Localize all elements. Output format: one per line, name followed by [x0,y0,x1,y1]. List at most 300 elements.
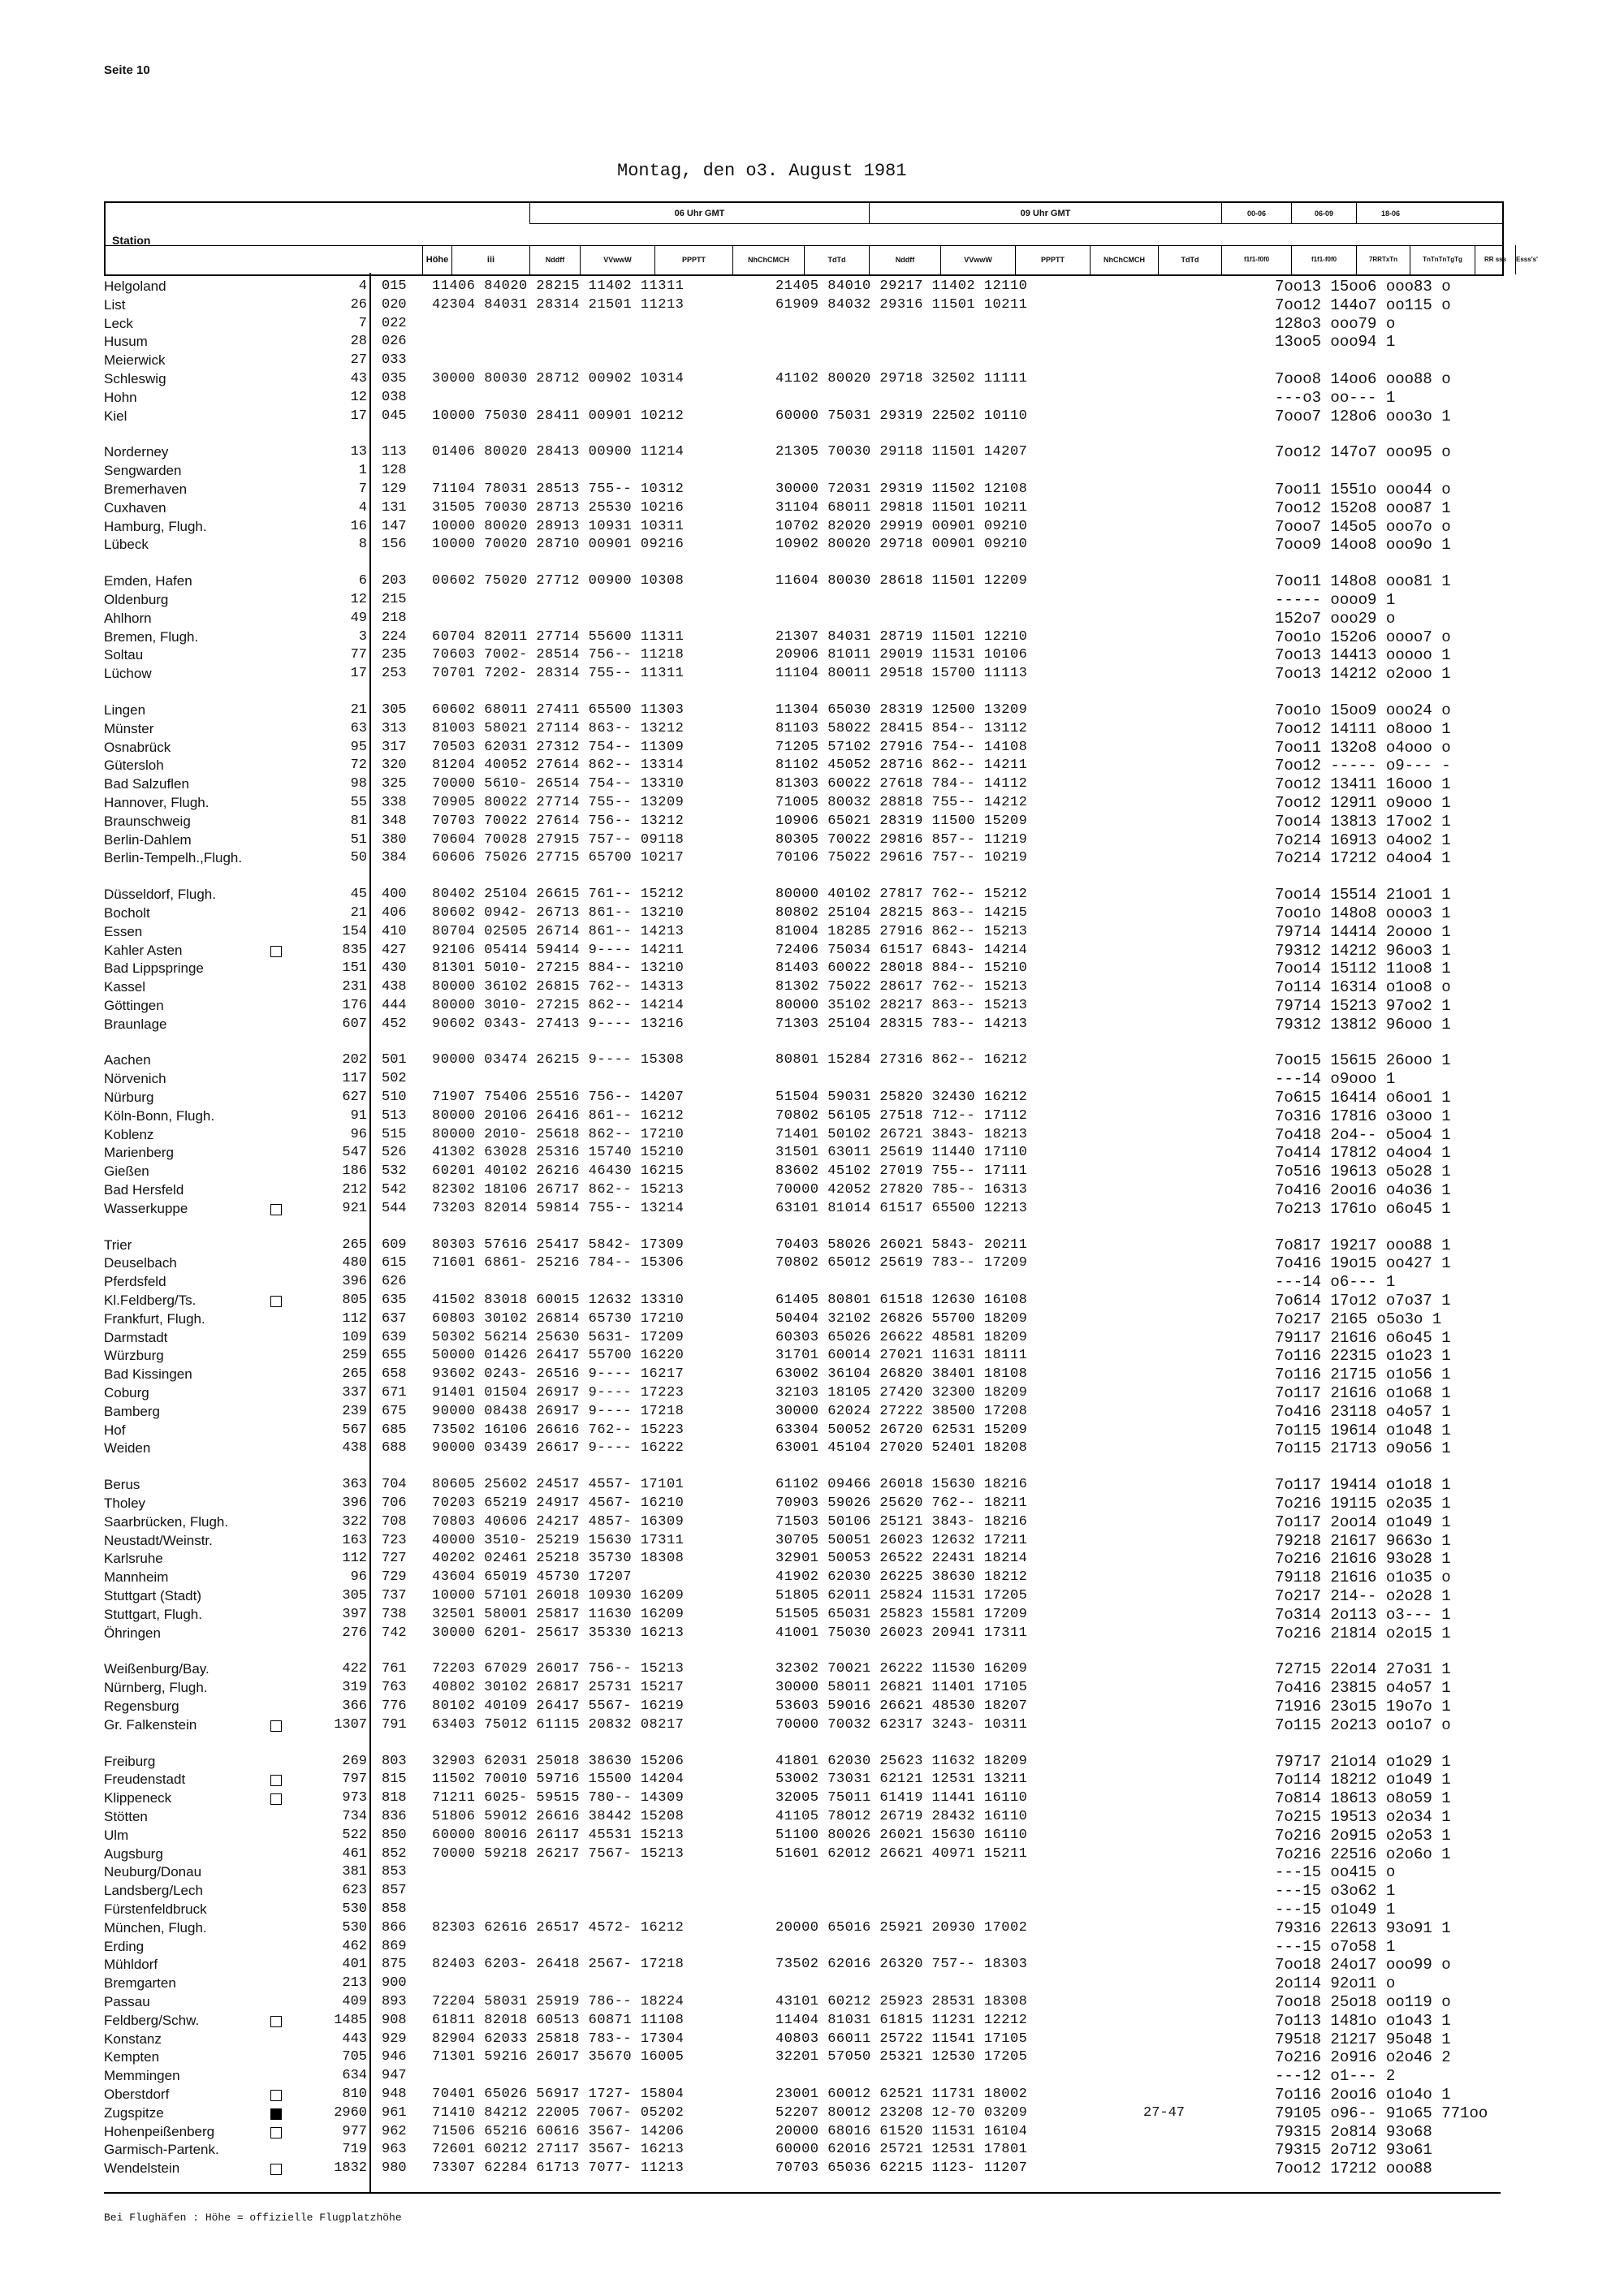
station-name: Lübeck [104,537,149,553]
station-height: 705 [342,2049,367,2065]
obs-06: 10000 80020 28913 10931 10311 [432,518,685,534]
climate-values: 7o116 21715 o1o56 1 [1275,1366,1451,1384]
station-row [0,923,1624,942]
climate-values: 7oo11 148o8 ooo81 1 [1275,572,1451,591]
obs-09: 53603 59016 26621 48530 18207 [775,1698,1028,1714]
obs-09: 63002 36104 26820 38401 18108 [775,1366,1028,1383]
footnote: Bei Flughäfen : Höhe = offizielle Flugplatzhöhe [104,2212,402,2224]
station-name: Pferdsfeld [104,1274,166,1290]
station-code: 526 [382,1145,407,1161]
station-name: Feldberg/Schw. [104,2012,200,2028]
climate-values: 7o216 21814 o2o15 1 [1275,1624,1451,1642]
station-header: Station [112,234,151,247]
station-height: 381 [342,1864,367,1880]
obs-06: 82303 62616 26517 4572- 16212 [432,1919,685,1936]
station-name: Kahler Asten [104,942,183,958]
obs-09: 81102 45052 28716 862-- 14211 [775,757,1028,774]
climate-values: 7oo18 24o17 ooo99 o [1275,1956,1451,1974]
climate-values: 7o117 21616 o1o68 1 [1275,1384,1451,1403]
station-name: Deuselbach [104,1255,177,1271]
station-height: 522 [342,1827,367,1843]
obs-06: 71601 6861- 25216 784-- 15306 [432,1255,685,1271]
obs-09: 40803 66011 25722 11541 17105 [775,2031,1028,2047]
obs-06: 93602 0243- 26516 9---- 16217 [432,1366,685,1383]
sub-header: VVwwW [580,245,654,274]
station-name: Hof [104,1422,126,1438]
obs-09: 51100 80026 26021 15630 16110 [775,1827,1028,1843]
table-header [104,201,1538,276]
obs-06: 91401 01504 26917 9---- 17223 [432,1385,685,1401]
station-code: 215 [382,591,407,607]
station-height: 91 [350,1107,367,1124]
station-code: 325 [382,776,407,792]
station-height: 21 [350,904,367,921]
obs-06: 72601 60212 27117 3567- 16213 [432,2142,685,2158]
obs-09: 51505 65031 25823 15581 17209 [775,1606,1028,1622]
climate-values: 7o213 1761o o6o45 1 [1275,1199,1451,1218]
obs-09: 32901 50053 26522 22431 18214 [775,1551,1028,1567]
obs-09: 41102 80020 29718 32502 11111 [775,370,1028,386]
obs-09: 20000 65016 25921 20930 17002 [775,1919,1028,1936]
station-row [0,591,1624,610]
station-row [0,1070,1624,1089]
station-name: Gießen [104,1163,149,1180]
station-height: 7 [358,315,367,331]
station-row [0,389,1624,408]
station-code: 609 [382,1236,407,1253]
station-code: 852 [382,1845,407,1862]
station-height: 634 [342,2068,367,2084]
obs-06: 40802 30102 26817 25731 15217 [432,1680,685,1696]
station-name: München, Flugh. [104,1919,207,1936]
sub-header: 7RRTxTn [1356,245,1410,274]
station-row [0,1716,1624,1735]
obs-06: 71104 78031 28513 755-- 10312 [432,481,685,497]
obs-06: 10000 75030 28411 00901 10212 [432,408,685,424]
station-height: 1 [358,463,367,479]
obs-09: 51601 62012 26621 40971 15211 [775,1845,1028,1862]
obs-09: 10906 65021 28319 11500 15209 [775,813,1028,829]
climate-values: 72715 22o14 27o31 1 [1275,1660,1451,1679]
station-row [0,1310,1624,1329]
station-height: 259 [342,1348,367,1364]
obs-09: 70802 56105 27518 712-- 17112 [775,1107,1028,1124]
obs-06: 70604 70028 27915 757-- 09118 [432,831,685,848]
climate-values: ---12 o1--- 2 [1275,2067,1396,2086]
sub-header: f1f1-f0f0 [1291,245,1356,274]
station-height: 409 [342,1993,367,2009]
obs-06: 32501 58001 25817 11630 16209 [432,1606,685,1622]
station-name: Braunlage [104,1016,167,1032]
station-row [0,2067,1624,2086]
station-height: 6 [358,573,367,589]
station-row [0,296,1624,315]
station-height: 623 [342,1883,367,1899]
station-height: 77 [350,647,367,663]
obs-09: 10902 80020 29718 00901 09210 [775,537,1028,553]
station-code: 815 [382,1772,407,1788]
group-gap [0,1642,1624,1660]
obs-09: 81303 60022 27618 784-- 14112 [775,776,1028,792]
obs-09: 20906 81011 29019 11531 10106 [775,647,1028,663]
station-row [0,352,1624,370]
station-height: 12 [350,591,367,607]
station-name: Hamburg, Flugh. [104,518,207,534]
station-code: 962 [382,2123,407,2139]
station-row [0,370,1624,389]
obs-06: 80605 25602 24517 4557- 17101 [432,1477,685,1493]
climate-values: 79717 21o14 o1o29 1 [1275,1752,1451,1771]
station-row [0,278,1624,296]
station-code: 022 [382,315,407,331]
station-name: Kiel [104,408,127,424]
station-row [0,2086,1624,2104]
obs-09: 32103 18105 27420 32300 18209 [775,1385,1028,1401]
station-height: 1485 [334,2012,367,2028]
station-code: 515 [382,1126,407,1142]
station-row [0,1993,1624,2012]
climate-values: 7o214 17212 o4oo4 1 [1275,849,1451,868]
station-name: Trier [104,1236,132,1253]
station-height: 567 [342,1422,367,1438]
climate-values: 7ooo8 14oo6 ooo88 o [1275,369,1451,388]
group-gap [0,868,1624,886]
station-code: 637 [382,1310,407,1327]
obs-06: 60803 30102 26814 65730 17210 [432,1310,685,1327]
station-height: 363 [342,1477,367,1493]
station-name: Freiburg [104,1753,156,1769]
climate-values: 7o216 19115 o2o35 1 [1275,1495,1451,1513]
obs-06: 80000 2010- 25618 862-- 17210 [432,1126,685,1142]
obs-06: 82904 62033 25818 783-- 17304 [432,2031,685,2047]
station-code: 704 [382,1477,407,1493]
station-row [0,1606,1624,1625]
station-code: 857 [382,1883,407,1899]
station-name: Bocholt [104,904,150,921]
station-code: 737 [382,1588,407,1603]
obs-09: 20000 68016 61520 11531 16104 [775,2123,1028,2139]
station-height: 17 [350,408,367,424]
station-code: 875 [382,1957,407,1973]
station-name: Düsseldorf, Flugh. [104,887,216,903]
station-code: 763 [382,1680,407,1696]
obs-09: 80801 15284 27316 862-- 16212 [775,1052,1028,1068]
climate-values: 7oo11 1551o ooo44 o [1275,480,1451,498]
obs-09: 81403 60022 28018 884-- 15210 [775,960,1028,977]
climate-values: ----- oooo9 1 [1275,590,1396,609]
station-row [0,886,1624,904]
climate-values: 7o115 2o213 oo1o7 o [1275,1716,1451,1734]
obs-09: 71303 25104 28315 783-- 14213 [775,1016,1028,1032]
station-row [0,2048,1624,2067]
station-row [0,978,1624,997]
station-code: 317 [382,739,407,755]
obs-09: 41001 75030 26023 20941 17311 [775,1625,1028,1641]
station-code: 020 [382,296,407,313]
obs-06: 50000 01426 26417 55700 16220 [432,1348,685,1364]
station-name: Norderney [104,444,169,460]
station-height: 438 [342,1440,367,1457]
station-name: Regensburg [104,1698,179,1714]
obs-09: 63304 50052 26720 62531 15209 [775,1422,1028,1438]
station-row [0,1384,1624,1403]
climate-values: 7o316 17816 o3ooo 1 [1275,1107,1451,1125]
climate-values: 79315 2o712 93o61 [1275,2141,1432,2160]
obs-09: 83602 45102 27019 755-- 17111 [775,1163,1028,1180]
obs-06: 80303 57616 25417 5842- 17309 [432,1236,685,1253]
station-height: 337 [342,1385,367,1401]
climate-values: ---o3 oo--- 1 [1275,388,1396,407]
station-row [0,646,1624,665]
station-height: 547 [342,1145,367,1161]
station-height: 810 [342,2086,367,2102]
station-row [0,1901,1624,1919]
station-height: 4 [358,499,367,516]
obs-09: 51805 62011 25824 11531 17205 [775,1588,1028,1603]
station-code: 501 [382,1052,407,1068]
station-name: Emden, Hafen [104,573,192,589]
station-name: Bad Hersfeld [104,1182,184,1198]
filled-square-icon [270,2108,282,2120]
climate-values: 7o114 16314 o1oo8 o [1275,978,1451,997]
station-row [0,1163,1624,1181]
station-row [0,1144,1624,1163]
obs-09: 11304 65030 28319 12500 13209 [775,701,1028,718]
station-code: 406 [382,904,407,921]
station-height: 45 [350,887,367,903]
station-code: 400 [382,887,407,903]
group-gap [0,684,1624,701]
obs-06: 43604 65019 45730 17207 [432,1569,633,1586]
station-code: 410 [382,923,407,939]
station-code: 235 [382,647,407,663]
obs-06: 80704 02505 26714 861-- 14213 [432,923,685,939]
station-name: Gütersloh [104,757,164,774]
station-height: 719 [342,2142,367,2158]
obs-06: 60704 82011 27714 55600 11311 [432,628,685,645]
obs-09: 60000 75031 29319 22502 10110 [775,408,1028,424]
climate-values: 7o117 19414 o1o18 1 [1275,1476,1451,1495]
station-code: 727 [382,1551,407,1567]
station-code: 961 [382,2104,407,2121]
station-height: 154 [342,923,367,939]
climate-values: 7o214 16913 o4oo2 1 [1275,831,1451,849]
station-height: 163 [342,1532,367,1548]
station-height: 72 [350,757,367,774]
station-row [0,1181,1624,1200]
station-table [0,278,1624,2178]
obs-09: 81103 58022 28415 854-- 13112 [775,720,1028,736]
station-height: 797 [342,1772,367,1788]
obs-06: 80602 0942- 26713 861-- 13210 [432,904,685,921]
station-row [0,1625,1624,1643]
obs-06: 71907 75406 25516 756-- 14207 [432,1090,685,1106]
station-row [0,443,1624,462]
station-row [0,2141,1624,2160]
station-row [0,757,1624,775]
climate-values: 7o416 23118 o4o57 1 [1275,1402,1451,1421]
station-name: Coburg [104,1385,149,1401]
station-height: 63 [350,720,367,736]
obs-09: 70703 65036 62215 1123- 11207 [775,2160,1028,2177]
obs-09: 31501 63011 25619 11440 17110 [775,1145,1028,1161]
station-height: 96 [350,1126,367,1142]
obs-06: 70803 40606 24217 4857- 16309 [432,1513,685,1530]
climate-values: 7oo12 144o7 oo115 o [1275,296,1451,314]
obs-09: 61405 80801 61518 12630 16108 [775,1293,1028,1309]
station-code: 129 [382,481,407,497]
station-code: 858 [382,1901,407,1917]
obs-09: 73502 62016 26320 757-- 18303 [775,1957,1028,1973]
climate-values: 7o615 16414 o6oo1 1 [1275,1089,1451,1107]
station-code: 444 [382,997,407,1013]
station-code: 706 [382,1495,407,1512]
obs-06: 10000 57101 26018 10930 16209 [432,1588,685,1603]
climate-values: 7oo12 12911 o9ooo 1 [1275,793,1451,812]
obs-06: 80000 3010- 27215 862-- 14214 [432,997,685,1013]
station-height: 530 [342,1919,367,1936]
climate-values: 7o114 18212 o1o49 1 [1275,1771,1451,1789]
climate-values: 7oo11 132o8 o4ooo o [1275,738,1451,757]
station-height: 366 [342,1698,367,1714]
station-row [0,1107,1624,1126]
station-height: 212 [342,1182,367,1198]
sub-header: TdTd [804,245,869,274]
obs-06: 70603 7002- 28514 756-- 11218 [432,647,685,663]
obs-06: 90000 03474 26215 9---- 15308 [432,1052,685,1068]
station-row [0,1051,1624,1070]
station-name: Ulm [104,1827,129,1843]
station-code: 033 [382,352,407,369]
obs-06: 81003 58021 27114 863-- 13212 [432,720,685,736]
station-name: Koblenz [104,1126,154,1142]
obs-09: 11104 80011 29518 15700 11113 [775,666,1028,682]
obs-06: 90602 0343- 27413 9---- 13216 [432,1016,685,1032]
station-row [0,1587,1624,1606]
climate-values: 128o3 ooo79 o [1275,314,1396,333]
station-height: 151 [342,960,367,977]
sub-header: PPPTT [654,245,732,274]
obs-06: 82403 6203- 26418 2567- 17218 [432,1957,685,1973]
climate-values: 7oo14 13813 17oo2 1 [1275,812,1451,831]
station-name: Bad Kissingen [104,1366,192,1383]
station-code: 218 [382,610,407,626]
station-height: 51 [350,831,367,848]
climate-values: 7ooo7 128o6 ooo3o 1 [1275,407,1451,425]
station-name: Bremerhaven [104,481,188,497]
station-row [0,572,1624,591]
open-square-icon [270,2164,282,2175]
station-row [0,518,1624,537]
station-height: 26 [350,296,367,313]
climate-values: 7oo12 17212 ooo88 [1275,2160,1432,2178]
obs-06: 11406 84020 28215 11402 11311 [432,278,685,294]
station-row [0,2160,1624,2178]
obs-09: 53002 73031 62121 12531 13211 [775,1772,1028,1788]
station-height: 7 [358,481,367,497]
obs-06: 00602 75020 27712 00900 10308 [432,573,685,589]
obs-09: 80305 70022 29816 857-- 11219 [775,831,1028,848]
station-row [0,1771,1624,1789]
station-name: Konstanz [104,2031,162,2047]
group-gap [0,1735,1624,1753]
station-code: 452 [382,1016,407,1032]
obs-06: 73307 62284 61713 7077- 11213 [432,2160,685,2177]
obs-09: 32302 70021 26222 11530 16209 [775,1661,1028,1677]
station-name: Oberstdorf [104,2086,170,2102]
climate-values: 79714 14414 2oooo 1 [1275,922,1451,941]
station-code: 963 [382,2142,407,2158]
obs-09: 41902 62030 26225 38630 18212 [775,1569,1028,1586]
obs-06: 70905 80022 27714 755-- 13209 [432,794,685,810]
table-bottom-rule [104,2192,1501,2194]
obs-09: 71005 80032 28818 755-- 14212 [775,794,1028,810]
station-code: 738 [382,1606,407,1622]
obs-06: 63403 75012 61115 20832 08217 [432,1716,685,1733]
station-height: 109 [342,1329,367,1345]
station-code: 038 [382,389,407,405]
obs-09: 32201 57050 25321 12530 17205 [775,2049,1028,2065]
obs-09: 21405 84010 29217 11402 12110 [775,278,1028,294]
obs-09: 63001 45104 27020 52401 18208 [775,1440,1028,1457]
station-name: Erding [104,1938,145,1954]
station-height: 265 [342,1366,367,1383]
obs-09: 10702 82020 29919 00901 09210 [775,518,1028,534]
obs-09: 21307 84031 28719 11501 12210 [775,628,1028,645]
climate-values: 79118 21616 o1o35 o [1275,1569,1451,1587]
obs-06: 60602 68011 27411 65500 11303 [432,701,685,718]
climate-values: 7o416 2oo16 o4o36 1 [1275,1181,1451,1200]
station-row [0,1089,1624,1107]
station-height: 322 [342,1513,367,1530]
obs-09: 80802 25104 28215 863-- 14215 [775,904,1028,921]
climate-values: 7oo14 15112 11oo8 1 [1275,960,1451,978]
station-row [0,1273,1624,1292]
special-value: 27-47 [1143,2104,1186,2121]
station-row [0,2031,1624,2049]
station-height: 55 [350,794,367,810]
obs-09: 32005 75011 61419 11441 16110 [775,1790,1028,1806]
station-code: 869 [382,1938,407,1954]
climate-values: 7oo12 147o7 ooo95 o [1275,443,1451,462]
station-row [0,1495,1624,1513]
group-gap [0,1034,1624,1051]
sub-header: PPPTT [1015,245,1090,274]
obs-06: 70000 59218 26217 7567- 15213 [432,1845,685,1862]
station-code: 946 [382,2049,407,2065]
climate-values: 7o314 2o113 o3--- 1 [1275,1605,1451,1624]
station-name: Oldenburg [104,591,169,607]
station-height: 21 [350,701,367,718]
obs-06: 71410 84212 22005 7067- 05202 [432,2104,685,2121]
station-name: Bad Salzuflen [104,776,189,792]
station-code: 380 [382,831,407,848]
obs-09: 70106 75022 29616 757-- 10219 [775,850,1028,866]
climate-values: 7o116 2oo16 o1o4o 1 [1275,2085,1451,2104]
station-row [0,1679,1624,1698]
station-height: 13 [350,444,367,460]
obs-09: 60000 62016 25721 12531 17801 [775,2142,1028,2158]
station-name: Berus [104,1477,140,1493]
station-code: 908 [382,2012,407,2028]
station-height: 1307 [334,1716,367,1733]
station-code: 542 [382,1182,407,1198]
obs-06: 41302 63028 25316 15740 15210 [432,1145,685,1161]
obs-06: 80402 25104 26615 761-- 15212 [432,887,685,903]
station-row [0,1439,1624,1458]
station-code: 015 [382,278,407,294]
station-name: Hohenpeißenberg [104,2123,215,2139]
